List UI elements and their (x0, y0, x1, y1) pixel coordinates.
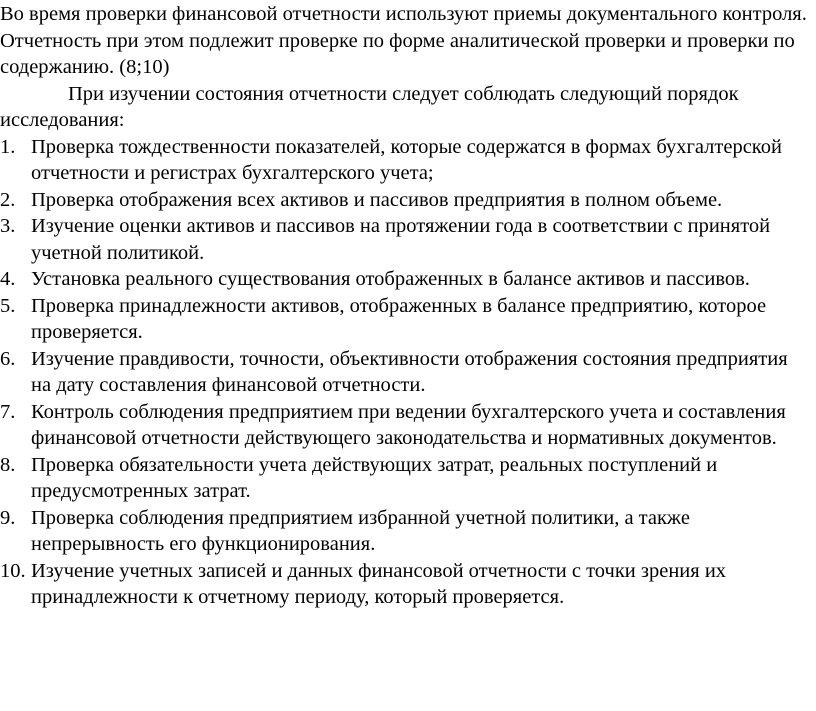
list-item (0, 187, 812, 214)
list-item-text: Проверка тождественности показателей, которые содержатся в формах бухгалтерской отчетности и регистрах бухгалтерского учета; (31, 135, 782, 184)
list-item-text: Установка реального существования отображенных в балансе активов и пассивов. (31, 268, 750, 290)
list-item-text: Проверка обязательности учета действующих затрат, реальных поступлений и предусмотренных затрат. (31, 453, 718, 502)
procedure-list (0, 134, 812, 611)
list-item-text: Изучение правдивости, точности, объективности отображения состояния предприятия на дату составления финансовой отчетности. (31, 347, 788, 396)
list-item (0, 134, 812, 187)
list-item (0, 266, 812, 293)
list-item-number: 8. (0, 453, 16, 476)
list-item (0, 452, 812, 505)
order-paragraph: При изучении состояния отчетности следует соблюдать следующий порядок исследования: (0, 82, 739, 131)
list-item-number: 3. (0, 215, 16, 237)
list-item-text: Проверка соблюдения предприятием избранной учетной политики, а также непрерывность его функционирования. (31, 506, 690, 555)
list-item-number: 5. (0, 294, 16, 317)
list-item-number: 6. (0, 347, 16, 370)
list-item-text: Изучение учетных записей и данных финансовой отчетности с точки зрения их принадлежности к отчетному периоду, который проверяется. (31, 559, 727, 608)
list-item (0, 346, 812, 399)
list-item-number: 2. (0, 188, 16, 211)
intro-paragraph: Во время проверки финансовой отчетности используют приемы документального контроля. Отчетность при этом подлежит проверке по форме аналитической проверки и проверки по содержанию. (8;10) (0, 3, 807, 78)
list-item (0, 558, 812, 611)
list-item (0, 213, 812, 266)
list-item (0, 293, 812, 346)
list-item-text: Проверка принадлежности активов, отображенных в балансе предприятию, которое проверяется. (31, 294, 767, 343)
list-item-number: 7. (0, 400, 16, 423)
list-item-text: Проверка отображения всех активов и пассивов предприятия в полном объеме. (31, 188, 723, 211)
list-item (0, 505, 812, 558)
list-item-text: Изучение оценки активов и пассивов на протяжении года в соответствии с принятой учетной политикой. (31, 215, 771, 264)
list-item-number: 1. (0, 135, 16, 158)
list-item-number: 10. (0, 559, 26, 582)
list-item-number: 4. (0, 268, 16, 290)
list-item-text: Контроль соблюдения предприятием при ведении бухгалтерского учета и составления финансовой отчетности действующего законодательства и нормативных документов. (31, 400, 786, 449)
list-item-number: 9. (0, 506, 16, 529)
list-item (0, 399, 812, 452)
